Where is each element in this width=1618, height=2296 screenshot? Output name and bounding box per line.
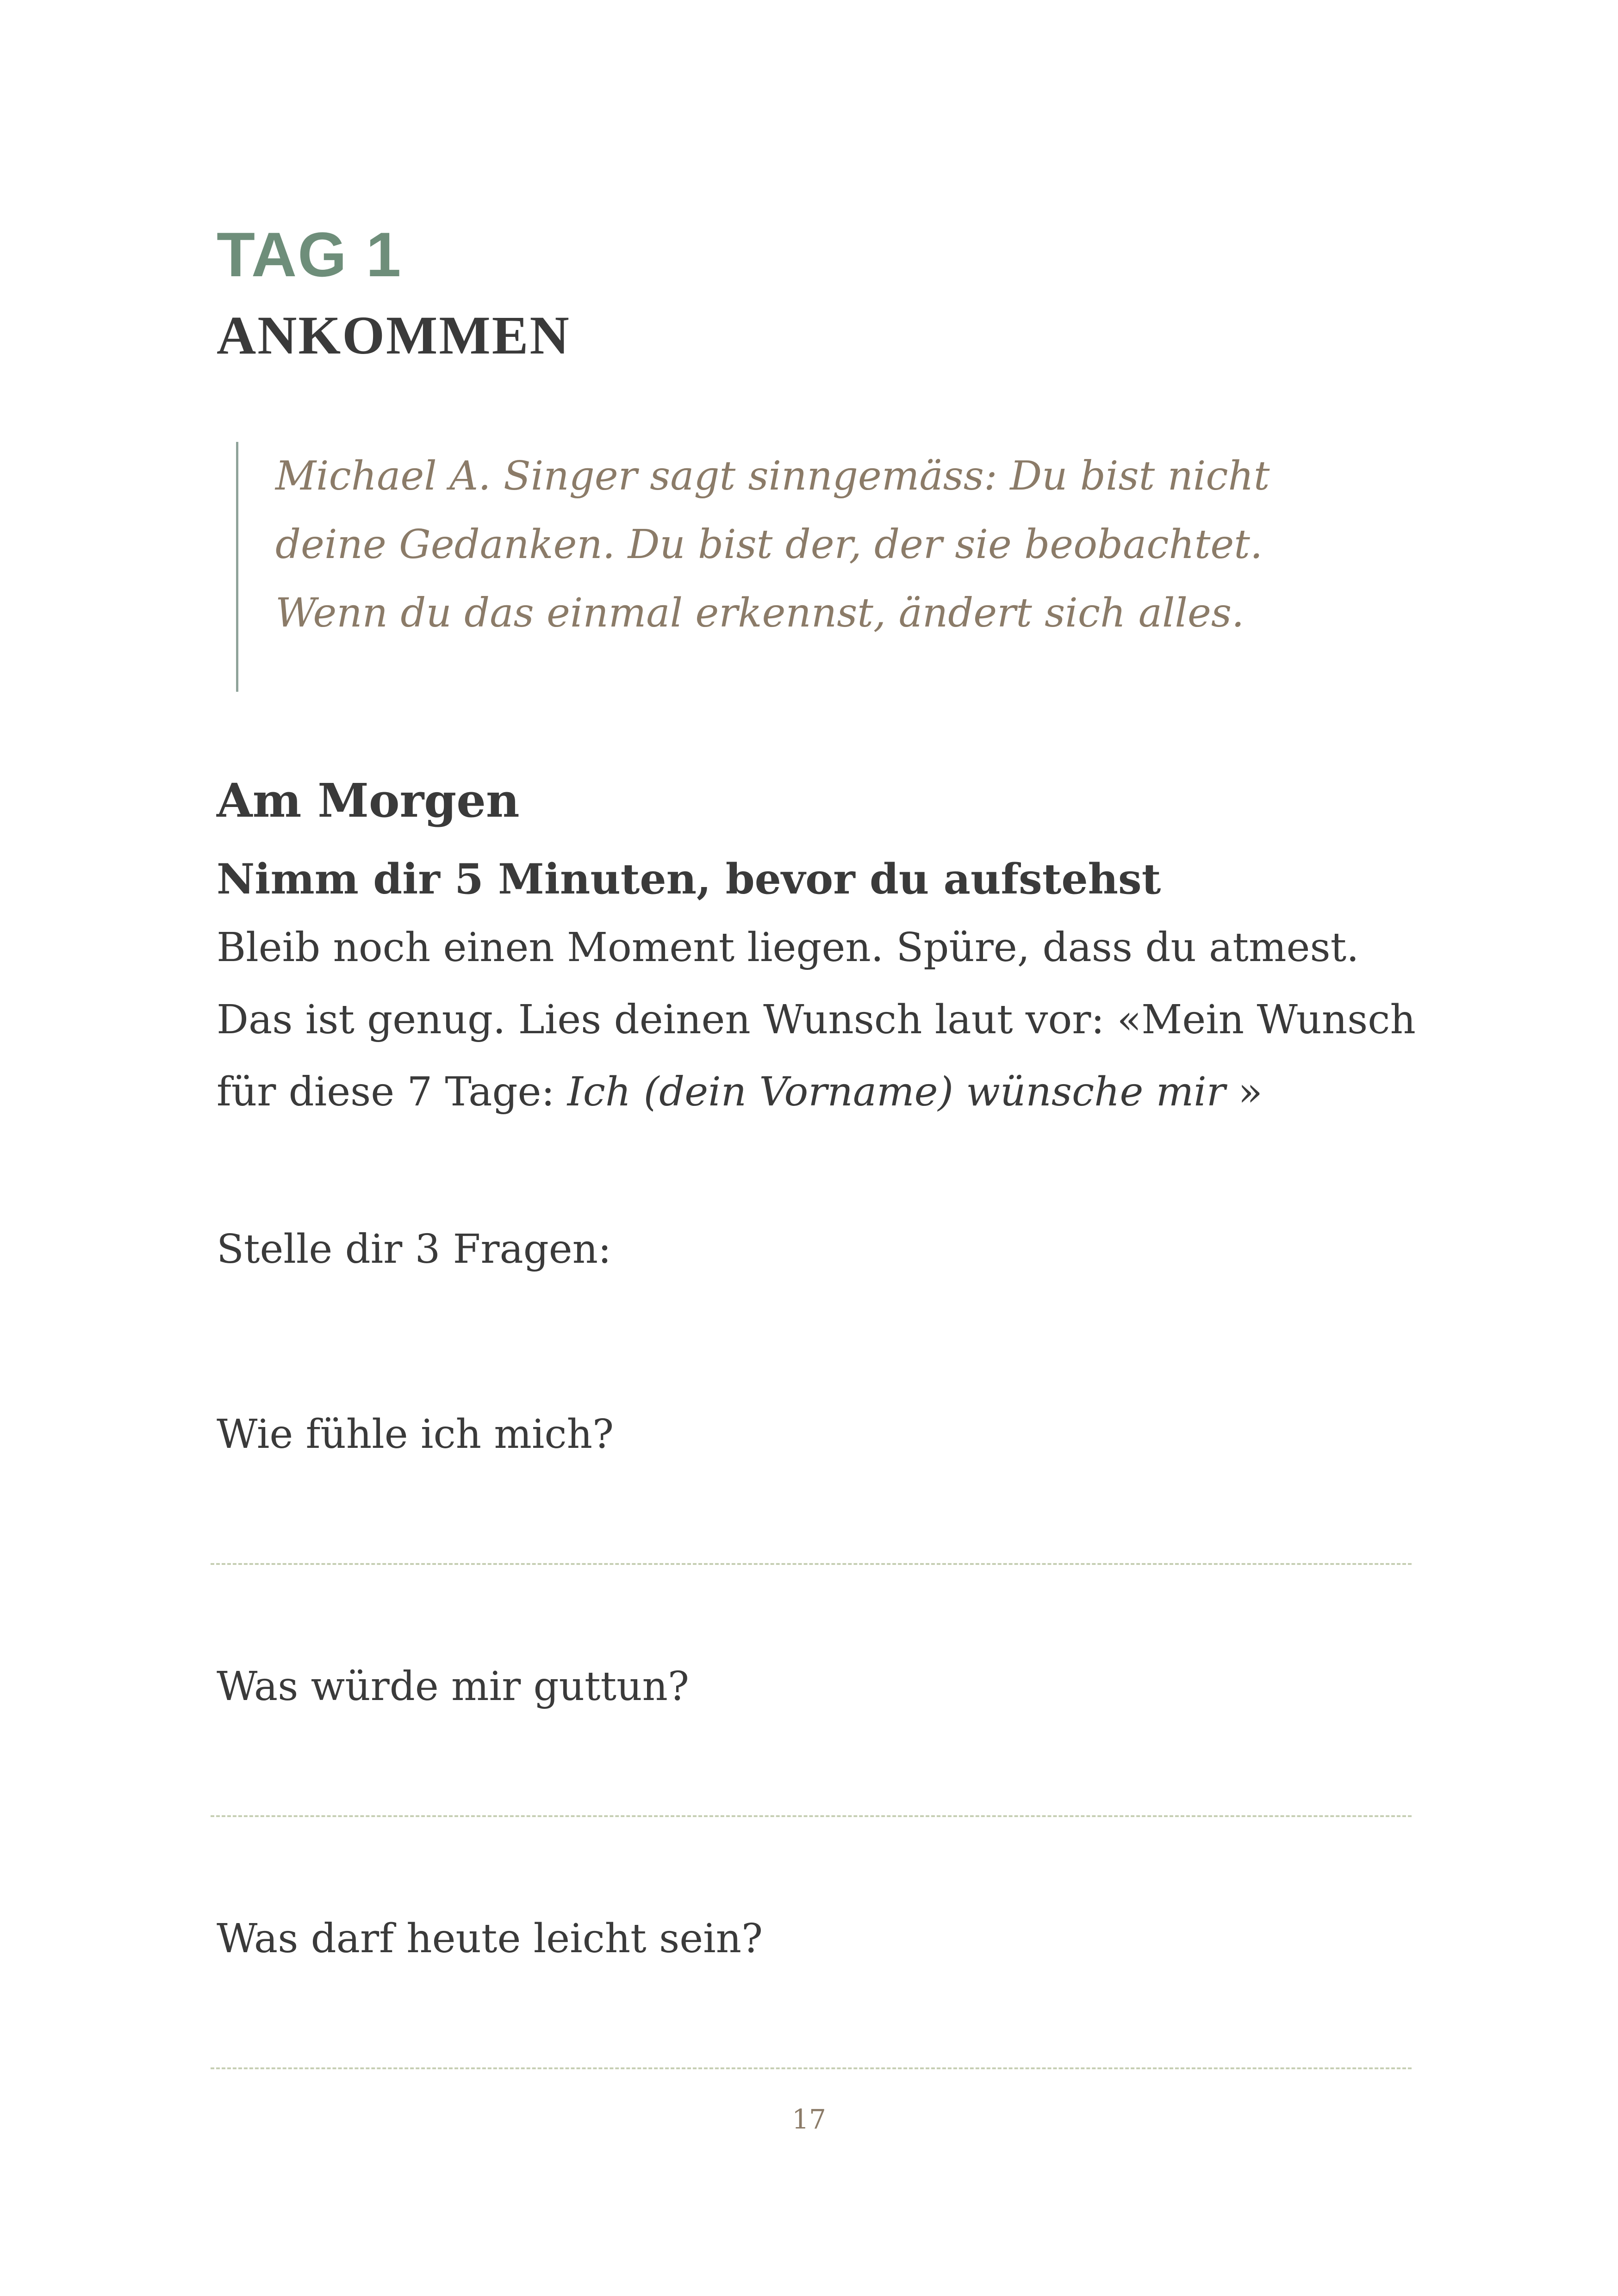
quote-text: Michael A. Singer sagt sinngemäss: Du bist nicht deine Gedanken. Du bist der, der sie beobachtet. Wenn du das einmal erkennst, ändert sich alles. (275, 453, 1270, 636)
question-2: Was würde mir guttun? (217, 1663, 689, 1710)
answer-line-2[interactable] (211, 1815, 1412, 1817)
quote-block (236, 442, 1310, 692)
morning-instructions (217, 912, 1438, 1128)
section-heading-morning: Am Morgen (217, 773, 520, 828)
page-number: 17 (792, 2104, 826, 2135)
section-subheading: Nimm dir 5 Minuten, bevor du aufstehst (217, 855, 1161, 904)
answer-line-3[interactable] (211, 2067, 1412, 2069)
question-3: Was darf heute leicht sein? (217, 1916, 763, 1962)
instructions-closing: » (1225, 1069, 1263, 1115)
wish-placeholder-text: Ich (dein Vorname) wünsche mir (567, 1069, 1226, 1115)
questions-intro: Stelle dir 3 Fragen: (217, 1226, 612, 1272)
instructions-text: Bleib noch einen Moment liegen. Spüre, dass du atmest. Das ist genug. Lies deinen Wunsch laut vor: «Mein Wunsch für diese 7 Tage: (217, 925, 1416, 1115)
question-1: Wie fühle ich mich? (217, 1411, 614, 1458)
day-title: ANKOMMEN (217, 305, 571, 366)
day-label: TAG 1 (217, 219, 402, 290)
answer-line-1[interactable] (211, 1563, 1412, 1565)
